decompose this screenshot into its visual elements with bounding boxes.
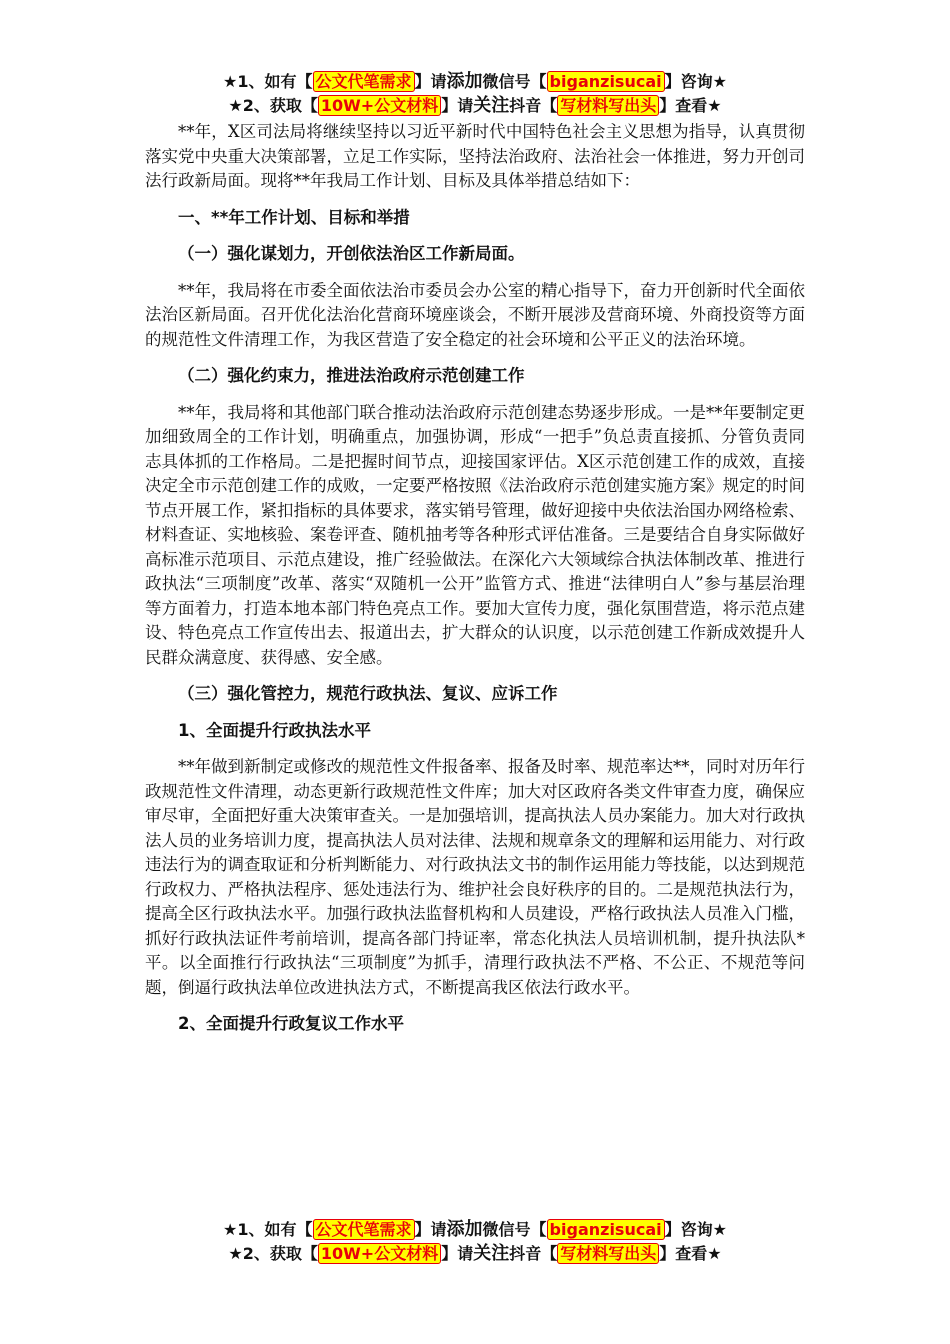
- banner-text: 抖音【: [509, 1244, 558, 1263]
- banner-text: ★1、如有【: [223, 72, 313, 91]
- banner-highlight: 10W+公文材料: [318, 1243, 441, 1264]
- promo-banner-top-line2: [0, 94, 950, 118]
- promo-banner-top-line1: [0, 70, 950, 94]
- body-paragraph: **年，我局将在市委全面依法治市委员会办公室的精心指导下，奋力开创新时代全面依法治区新局面。召开优化法治化营商环境座谈会，不断开展涉及营商环境、外商投资等方面的规范性文件清理工作，为我区营造了安全稳定的社会环境和公平正义的法治环境。: [145, 280, 805, 349]
- banner-text: 】请: [441, 96, 474, 115]
- banner-text: 】请: [414, 72, 447, 91]
- body-paragraph: **年，我局将和其他部门联合推动法治政府示范创建态势逐步形成。一是**年要制定更加细致周全的工作计划，明确重点，加强协调，形成“一把手”负总责直接抓、分管负责同志具体抓的工作格局。二是把握时间节点，迎接国家评估。X区示范创建工作的成效，直接决定全市示范创建工作的成败，一定要严格按照《法治政府示范创建实施方案》规定的时间节点开展工作，紧扣指标的具体要求，落实销号管理，做好迎接中央依法治国办网络检索、材料查证、实地核验、案卷评查、随机抽考等各种形式评估准备。三是要结合自身实际做好高标准示范项目、示范点建设，推广经验做法。在深化六大领域综合执法体制改革、推进行政执法“三项制度”改革、落实“双随机一公开”监管方式、推进“法律明白人”参与基层治理等方面着力，打造本地本部门特色亮点工作。要加大宣传力度，强化氛围营造，将示范点建设、特色亮点工作宣传出去、报道出去，扩大群众的认识度，以示范创建工作新成效提升人民群众满意度、获得感、安全感。: [145, 402, 805, 667]
- banner-text: ★2、获取【: [228, 1244, 318, 1263]
- banner-highlight: 公文代笔需求: [313, 71, 415, 92]
- banner-emphasis: 关注: [473, 95, 510, 116]
- item-heading: 2、全面提升行政复议工作水平: [178, 1014, 404, 1033]
- banner-highlight: 10W+公文材料: [318, 95, 441, 116]
- banner-text: 抖音【: [509, 96, 558, 115]
- banner-emphasis: 关注: [473, 1243, 510, 1264]
- banner-text: ★2、获取【: [228, 96, 318, 115]
- subsection-heading: （一）强化谋划力，开创依法治区工作新局面。: [178, 244, 525, 263]
- banner-text: 微信号【: [482, 72, 547, 91]
- banner-highlight: biganzisucai: [547, 1219, 665, 1240]
- subsection-heading: （三）强化管控力，规范行政执法、复议、应诉工作: [178, 684, 558, 703]
- banner-text: ★1、如有【: [223, 1220, 313, 1239]
- promo-banner-bottom-line2: [0, 1242, 950, 1266]
- subsection-heading: （二）强化约束力，推进法治政府示范创建工作: [178, 366, 525, 385]
- promo-banner-bottom-line1: [0, 1218, 950, 1242]
- banner-highlight: 写材料写出头: [557, 95, 659, 116]
- section-heading: 一、**年工作计划、目标和举措: [178, 207, 410, 227]
- banner-text: 微信号【: [482, 1220, 547, 1239]
- banner-text: 】咨询★: [664, 72, 727, 91]
- banner-text: 】查看★: [659, 1244, 722, 1263]
- banner-highlight: 公文代笔需求: [313, 1219, 415, 1240]
- banner-text: 】咨询★: [664, 1220, 727, 1239]
- banner-emphasis: 添加: [446, 71, 483, 92]
- banner-emphasis: 添加: [446, 1219, 483, 1240]
- intro-paragraph: **年，X区司法局将继续坚持以习近平新时代中国特色社会主义思想为指导，认真贯彻落实党中央重大决策部署，立足工作实际，坚持法治政府、法治社会一体推进，努力开创司法行政新局面。现将**年我局工作计划、目标及具体举措总结如下：: [145, 122, 805, 190]
- item-heading: 1、全面提升行政执法水平: [178, 720, 371, 740]
- banner-text: 】请: [414, 1220, 447, 1239]
- banner-text: 】查看★: [659, 96, 722, 115]
- banner-text: 】请: [441, 1244, 474, 1263]
- banner-highlight: biganzisucai: [547, 71, 665, 92]
- document-body: [145, 120, 805, 1049]
- banner-highlight: 写材料写出头: [557, 1243, 659, 1264]
- body-paragraph: **年做到新制定或修改的规范性文件报备率、报备及时率、规范率达**，同时对历年行政规范性文件清理，动态更新行政规范性文件库；加大对区政府各类文件审查力度，确保应审尽审，全面把好重大决策审查关。一是加强培训，提高执法人员办案能力。加大对行政执法人员的业务培训力度，提高执法人员对法律、法规和规章条文的理解和运用能力、对行政违法行为的调查取证和分析判断能力、对行政执法文书的制作运用能力等技能，以达到规范行政权力、严格执法程序、惩处违法行为、维护社会良好秩序的目的。二是规范执法行为，提高全区行政执法水平。加强行政执法监督机构和人员建设，严格行政执法人员准入门槛，抓好行政执法证件考前培训，提高各部门持证率，常态化执法人员培训机制，提升执法队*平。以全面推行行政执法“三项制度”为抓手，清理行政执法不严格、不公正、不规范等问题，倒逼行政执法单位改进执法方式，不断提高我区依法行政水平。: [145, 757, 805, 997]
